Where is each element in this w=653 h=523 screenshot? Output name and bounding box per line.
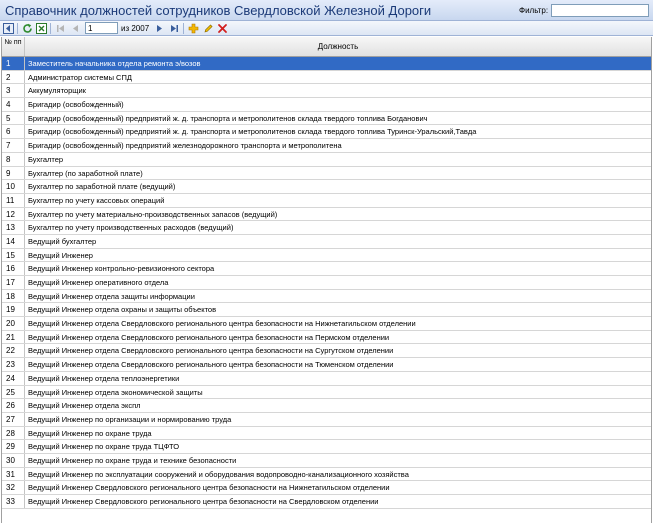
position-cell: Ведущий Инженер по охране труда ТЦФТО xyxy=(28,442,180,452)
position-cell: Бригадир (освобожденный) предприятий ж. д. транспорта и метрополитенов склада твердого топлива Богданович xyxy=(28,113,428,123)
table-row[interactable] xyxy=(2,413,651,427)
table-row[interactable] xyxy=(2,440,651,454)
excel-export-icon[interactable] xyxy=(35,22,47,34)
row-number-cell: 31 xyxy=(2,468,25,481)
row-number-cell: 24 xyxy=(2,372,25,385)
position-cell: Ведущий Инженер xyxy=(28,250,93,260)
table-row[interactable] xyxy=(2,481,651,495)
position-cell: Ведущий Инженер контрольно-ревизионного сектора xyxy=(28,264,215,274)
table-row[interactable] xyxy=(2,358,651,372)
position-cell: Ведущий Инженер отдела Свердловского регионального центра безопасности на Сургутском отделении xyxy=(28,346,394,356)
position-cell: Ведущий Инженер по охране труда xyxy=(28,428,152,438)
position-cell: Бухгалтер (по заработной плате) xyxy=(28,168,143,178)
position-cell: Ведущий Инженер отдела охраны и защиты объектов xyxy=(28,305,217,315)
position-cell: Ведущий Инженер по охране труда и технике безопасности xyxy=(28,455,237,465)
row-number-cell: 2 xyxy=(2,71,25,84)
position-cell: Ведущий Инженер оперативного отдела xyxy=(28,278,169,287)
table-row[interactable] xyxy=(2,454,651,468)
table-row[interactable] xyxy=(2,57,651,71)
table-row[interactable] xyxy=(2,221,651,235)
page-count-label: из 2007 xyxy=(121,24,150,33)
next-page-icon[interactable] xyxy=(153,22,165,34)
row-number-cell: 16 xyxy=(2,262,25,275)
position-cell: Бухгалтер по учету производственных расходов (ведущий) xyxy=(28,223,234,233)
toolbar-separator xyxy=(17,23,18,34)
row-number-cell: 17 xyxy=(2,276,25,289)
position-cell: Ведущий Инженер отдела экспл xyxy=(28,401,141,411)
row-number-cell: 12 xyxy=(2,208,25,221)
row-number-cell: 5 xyxy=(2,112,25,125)
grid-body xyxy=(2,57,651,509)
table-row[interactable] xyxy=(2,372,651,386)
delete-icon[interactable] xyxy=(216,22,228,34)
row-number-cell: 19 xyxy=(2,303,25,316)
row-number-cell: 8 xyxy=(2,153,25,166)
prev-page-icon[interactable] xyxy=(69,22,81,34)
table-row[interactable] xyxy=(2,194,651,208)
table-row[interactable] xyxy=(2,386,651,400)
row-number-cell: 15 xyxy=(2,249,25,262)
row-number-cell: 9 xyxy=(2,167,25,180)
row-number-cell: 27 xyxy=(2,413,25,426)
row-number-cell: 22 xyxy=(2,344,25,357)
table-row[interactable] xyxy=(2,98,651,112)
position-cell: Аккумуляторщик xyxy=(28,86,86,96)
row-number-cell: 32 xyxy=(2,481,25,494)
row-number-cell: 13 xyxy=(2,221,25,234)
position-cell: Ведущий Инженер отдела защиты информации xyxy=(28,291,195,301)
position-cell: Бригадир (освобожденный) xyxy=(28,100,124,110)
position-cell: Бухгалтер по учету материально-производственных запасов (ведущий) xyxy=(28,209,278,219)
table-row[interactable] xyxy=(2,331,651,345)
position-cell: Администратор системы СПД xyxy=(28,72,132,82)
table-row[interactable] xyxy=(2,303,651,317)
position-cell: Ведущий Инженер отдела Свердловского регионального центра безопасности на Тюменском отделении xyxy=(28,360,394,370)
table-row[interactable] xyxy=(2,249,651,263)
filter-label: Фильтр: xyxy=(519,6,549,15)
table-row[interactable] xyxy=(2,290,651,304)
table-row[interactable] xyxy=(2,112,651,126)
positions-grid xyxy=(1,37,652,523)
row-number-cell: 30 xyxy=(2,454,25,467)
column-header-position[interactable]: Должность xyxy=(317,42,359,51)
table-row[interactable] xyxy=(2,276,651,290)
page-title: Справочник должностей сотрудников Свердловской Железной Дороги xyxy=(5,3,432,18)
row-number-cell: 14 xyxy=(2,235,25,248)
position-cell: Ведущий Инженер по организации и нормированию труда xyxy=(28,414,232,424)
table-row[interactable] xyxy=(2,344,651,358)
add-icon[interactable] xyxy=(187,22,199,34)
table-row[interactable] xyxy=(2,427,651,441)
first-page-icon[interactable] xyxy=(54,22,66,34)
row-number-cell: 3 xyxy=(2,84,25,97)
position-cell: Заместитель начальника отдела ремонта э/возов xyxy=(28,59,201,68)
row-number-cell: 33 xyxy=(2,495,25,508)
edit-icon[interactable] xyxy=(202,22,214,34)
row-number-cell: 1 xyxy=(2,57,25,70)
position-cell: Ведущий Инженер отдела Свердловского регионального центра безопасности на Нижнетагильском отделении xyxy=(28,319,416,329)
table-row[interactable] xyxy=(2,125,651,139)
row-number-cell: 10 xyxy=(2,180,25,193)
table-row[interactable] xyxy=(2,167,651,181)
row-number-cell: 26 xyxy=(2,399,25,412)
position-cell: Ведущий бухгалтер xyxy=(28,236,97,246)
table-row[interactable] xyxy=(2,208,651,222)
row-number-cell: 7 xyxy=(2,139,25,152)
position-cell: Ведущий Инженер отдела Свердловского регионального центра безопасности на Пермском отделении xyxy=(28,332,390,342)
toolbar-separator xyxy=(50,23,51,34)
table-row[interactable] xyxy=(2,495,651,509)
position-cell: Бухгалтер по учету кассовых операций xyxy=(28,195,165,205)
row-number-cell: 6 xyxy=(2,125,25,138)
table-row[interactable] xyxy=(2,71,651,85)
row-number-cell: 29 xyxy=(2,440,25,453)
table-row[interactable] xyxy=(2,139,651,153)
last-page-icon[interactable] xyxy=(168,22,180,34)
row-number-cell: 21 xyxy=(2,331,25,344)
table-row[interactable] xyxy=(2,180,651,194)
page-number-input[interactable] xyxy=(85,22,118,34)
position-cell: Бригадир (освобожденный) предприятий ж. д. транспорта и метрополитенов склада твердого топлива Туринск-Уральский,Тавда xyxy=(28,127,477,137)
row-number-cell: 18 xyxy=(2,290,25,303)
row-number-cell: 28 xyxy=(2,427,25,440)
table-row[interactable] xyxy=(2,84,651,98)
position-cell: Ведущий Инженер Свердловского регионального центра безопасности на Нижнетагильском отделении xyxy=(28,483,390,493)
row-number-cell: 23 xyxy=(2,358,25,371)
table-row[interactable] xyxy=(2,468,651,482)
table-row[interactable] xyxy=(2,153,651,167)
position-cell: Ведущий Инженер отдела экономической защиты xyxy=(28,387,203,397)
position-cell: Ведущий Инженер отдела теплоэнергетики xyxy=(28,373,180,383)
window-header xyxy=(0,0,653,21)
row-number-cell: 20 xyxy=(2,317,25,330)
position-cell: Бухгалтер xyxy=(28,154,64,164)
table-row[interactable] xyxy=(2,235,651,249)
position-cell: Бухгалтер по заработной плате (ведущий) xyxy=(28,182,176,192)
row-number-cell: 25 xyxy=(2,386,25,399)
position-cell: Ведущий Инженер по эксплуатации сооружений и оборудования водопроводно-канализационного хозяйства xyxy=(28,469,409,479)
row-number-cell: 4 xyxy=(2,98,25,111)
position-cell: Ведущий Инженер Свердловского регионального центра безопасности на Свердловском отделении xyxy=(28,497,379,506)
position-cell: Бригадир (освобожденный) предприятий железнодорожного транспорта и метрополитена xyxy=(28,141,342,151)
grid-header xyxy=(2,37,651,57)
toolbar-separator xyxy=(183,23,184,34)
row-number-cell: 11 xyxy=(2,194,25,207)
toolbar xyxy=(0,21,653,36)
table-row[interactable] xyxy=(2,317,651,331)
back-icon[interactable] xyxy=(2,22,14,34)
filter-input[interactable] xyxy=(551,4,649,17)
table-row[interactable] xyxy=(2,262,651,276)
refresh-icon[interactable] xyxy=(21,22,33,34)
table-row[interactable] xyxy=(2,399,651,413)
column-header-number[interactable]: № пп xyxy=(2,37,25,56)
